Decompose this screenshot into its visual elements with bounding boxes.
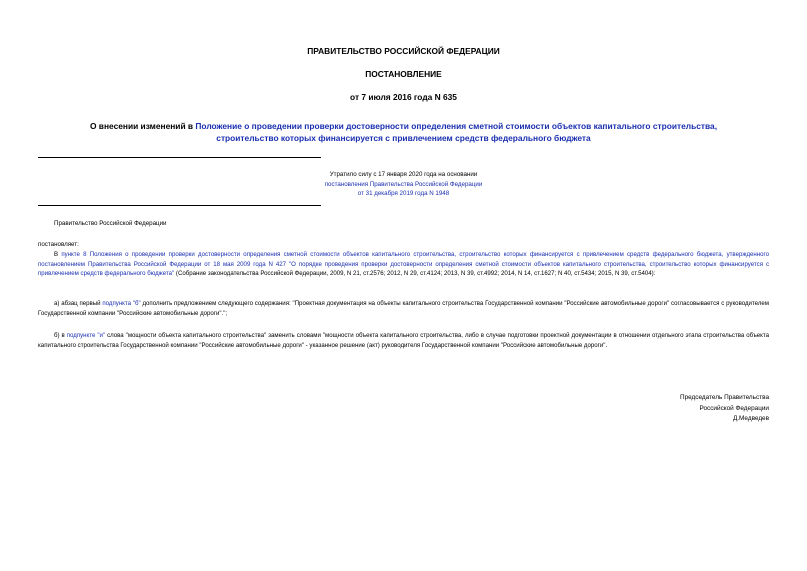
date-number: от 7 июля 2016 года N 635 — [350, 92, 457, 102]
divider-bottom — [38, 205, 321, 206]
signature-name: Д.Медведев — [732, 415, 769, 422]
p3-text-2: слова "мощности объекта капитального строительства" заменить словами "мощности объекта капитального строительства, либо в случае подготовки проектной документации в отношении отдельного этапа строительства объекта капитального строительства Государственной компании "Российские автомобильные дороги" - указанное решение (акт) руководителя Государственной компании "Российские автомобильные дороги". — [38, 332, 769, 349]
signature-block — [560, 393, 769, 425]
p3-text-1: б) в — [54, 332, 67, 339]
signature-line-2: Российской Федерации — [699, 404, 769, 412]
title-prefix: О внесении изменений в — [89, 121, 196, 131]
status-note-text: Утратило силу с 17 января 2020 года на основании — [329, 171, 478, 178]
p1-text-1: В — [54, 251, 62, 258]
doc-type: ПОСТАНОВЛЕНИЕ — [365, 69, 442, 79]
status-note-link-line2[interactable]: от 31 декабря 2019 года N 1948 — [357, 190, 450, 198]
p2-text-2: дополнить предложением следующего содержания: "Проектная документация на объекты капитального строительства Государственной компании "Российские автомобильные дороги" согласовывается с руководителем Государственной компании "Российские автомобильные дороги"."; — [38, 300, 769, 317]
p2-text-1: а) абзац первый — [54, 300, 103, 307]
p1-text-2: (Собрание законодательства Российской Федерации, 2009, N 21, ст.2576; 2012, N 29, ст.4124; 2013, N 39, ст.4992; 2014, N 14, ст.1627; N 40, ст.5434; 2015, N 39, ст.5404): — [174, 270, 656, 277]
signature-line-1: Председатель Правительства — [680, 394, 769, 401]
divider-top — [38, 157, 321, 158]
status-note-link-line1[interactable]: постановления Правительства Российской Федерации — [324, 180, 483, 188]
paragraph-2 — [38, 299, 769, 318]
p3-link[interactable]: подпункте "и" — [66, 332, 106, 339]
paragraph-3 — [38, 331, 769, 350]
document-title — [0, 120, 807, 144]
title-link-line2[interactable]: строительство которых финансируется с привлечением средств федерального бюджета — [216, 133, 591, 143]
status-note — [260, 170, 547, 199]
p2-link[interactable]: подпункта "б" — [102, 300, 141, 307]
title-link-line1[interactable]: Положение о проведении проверки достоверности определения сметной стоимости объектов капитального строительства, — [195, 121, 718, 131]
issuer: Правительство Российской Федерации — [54, 220, 167, 227]
org-name: ПРАВИТЕЛЬСТВО РОССИЙСКОЙ ФЕДЕРАЦИИ — [307, 46, 500, 56]
p1-link[interactable]: пункте 8 Положения о проведении проверки достоверности определения сметной стоимости объектов капитального строительства, строительство которых финансируется с привлечением средств федерального бюджета, утвержденного постановлением Правительства Российской Федерации от 18 мая 2009 года N 427 "О порядке проведения проверки достоверности определения сметной стоимости объектов капитального строительства, строительство которых финансируется с привлечением средств федерального бюджета" — [38, 251, 769, 277]
paragraph-1 — [38, 250, 769, 279]
resolves: постановляет: — [38, 241, 79, 248]
